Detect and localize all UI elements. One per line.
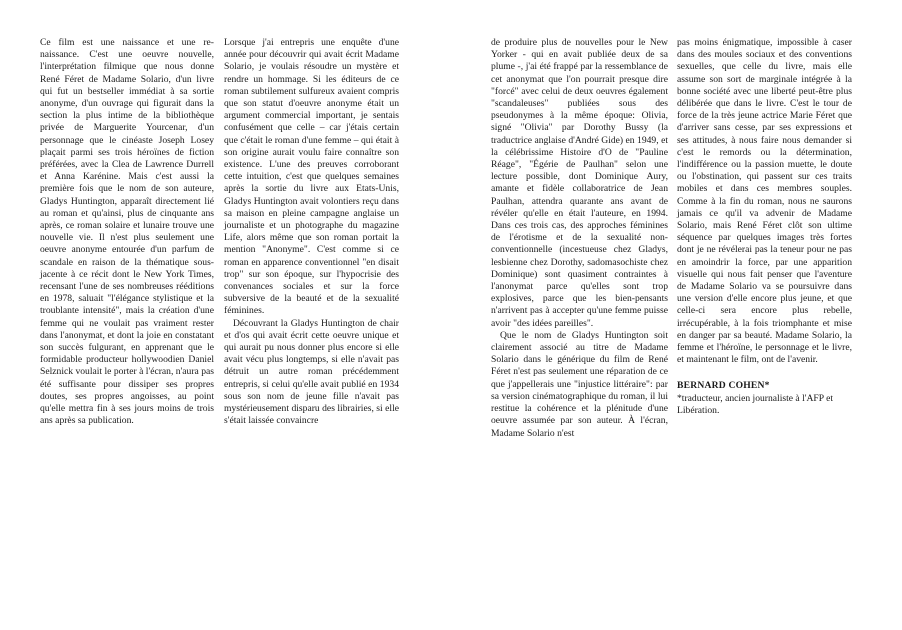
paragraph: Que le nom de Gladys Huntington soit clairement associé au titre de Madame Solario dans le générique du film de René Féret n'est pas seulement une réparation de ce que j'appellerais une "injustice littéraire": par sa version cinématographique du roman, il lui restitue la cohérence et la plénitude d'une oeuvre assumée par son auteur. À l'écran, Madame Solario n'est xyxy=(491,329,668,439)
author-bio: *traducteur, ancien journaliste à l'AFP et Libération. xyxy=(677,392,834,416)
paragraph: de produire plus de nouvelles pour le New Yorker - qui en avait publiée deux de sa plume -, j'ai été frappé par la ressemblance de cet anonymat que l'on pourrait presque dire "forcé" avec celui de deux oeuvres également "scandaleuses" publiées sous des pseudonymes à la même époque: Olivia, signé "Olivia" par Dorothy Bussy (la traductrice anglaise d'André Gide) en 1949, et la célébrissime Histoire d'O de "Pauline Réage", "Égérie de Paulhan" selon une lecture possible, dont Dominique Aury, amante et fidèle collaboratrice de Jean Paulhan, attendra quarante ans avant de révéler qu'elle en était l'auteure, en 1994. Dans ces trois cas, des approches féminines de l'érotisme et de la sexualité non-conventionnelle (incestueuse chez Gladys, lesbienne chez Dorothy, sadomasochiste chez Dominique) sont quasiment contraintes à l'anonymat parce qu'elles sont trop explosives, parce que les bien-pensants n'arrivent pas à accepter qu'une femme puisse avoir "des idées pareilles". xyxy=(491,37,668,329)
paragraph: Découvrant la Gladys Huntington de chair et d'os qui avait écrit cette oeuvre unique et qui aurait pu nous donner plus encore si elle avait vécu plus longtemps, si elle n'avait pas détruit un autre roman précédemment entrepris, si celui qu'elle avait publié en 1934 sous son nom de jeune fille n'avait pas mystérieusement disparu des librairies, si elle s'était laissée convaincre xyxy=(224,317,399,427)
paragraph: pas moins énigmatique, impossible à caser dans des moules sociaux et des conventions sexuelles, que celle du livre, mais elle assume son sort de marginale intégrée à la bonne société avec une liberté peut-être plus délibérée que dans le livre. C'est le tour de force de la très jeune actrice Marie Féret que d'arriver sans cesse, par ses expressions et ses attitudes, à nous faire nous demander si c'est le remords ou la détermination, l'indifférence ou la passion muette, le doute ou l'obstination, qui passent sur ces traits mobiles et dans ces membres souples. Comme à la fin du roman, nous ne saurons jamais ce qu'il va advenir de Madame Solario, mais René Féret clôt son ultime séquence par quelques images très fortes dont je ne révélerai pas la teneur pour ne pas en amoindrir la force, par une apparition visuelle qui nous fait penser que l'aventure de Madame Solario va se poursuivre dans une version d'elle encore plus jeune, et que celle-ci sera encore plus rebelle, irrécupérable, à la fois triomphante et mise en danger par sa beauté. Madame Solario, la femme et l'héroïne, le personnage et le livre, et maintenant le film, ont de l'avenir. xyxy=(677,37,852,366)
paragraph: Ce film est une naissance et une re-naissance. C'est une oeuvre nouvelle, l'interprétation filmique que nous donne René Féret de Madame Solario, d'un livre qui fut un bestseller immédiat à sa sortie anonyme, d'un ouvrage qui figurait dans la section la plus intime de la bibliothèque privée de Marguerite Yourcenar, d'un personnage que le cinéaste Joseph Losey plaçait parmi ses trois héroïnes de fiction préférées, avec la Clea de Lawrence Durrell et Anna Karénine. Mais c'est aussi la première fois que le nom de son auteure, Gladys Huntington, apparaît directement lié au roman et qu'ainsi, plus de cinquante ans après, ce roman solaire et lunaire trouve une nouvelle vie. Il n'est plus seulement une oeuvre anonyme entourée d'un parfum de scandale en raison de la thématique sous-jacente à ce récit dont le New York Times, recensant l'une de ses nombreuses rééditions en 1978, saluait "l'élégance stylistique et la troublante intensité", mais la création d'une femme qui ne voulait pas vraiment rester dans l'anonymat, et dont la joie en constatant son succès fulgurant, en apprenant que le formidable producteur hollywoodien Daniel Selznick voulait le porter à l'écran, n'aura pas été suffisante pour dissiper ses propres doutes, ses propres angoisses, au point qu'elle mettra fin à ses jours moins de trois ans après sa publication. xyxy=(40,37,214,427)
text-column-1 xyxy=(40,37,214,428)
text-column-2 xyxy=(224,37,399,428)
text-column-3 xyxy=(491,37,668,440)
author-name: BERNARD COHEN* xyxy=(677,380,770,392)
text-column-4 xyxy=(677,37,852,417)
paragraph: Lorsque j'ai entrepris une enquête d'une année pour découvrir qui avait écrit Madame Solario, je voulais résoudre un mystère et rendre un hommage. Si les éditeurs de ce roman subtilement sulfureux avaient compris que son statut d'oeuvre anonyme était un argument commercial important, je sentais confusément que celle – car j'étais certain que c'était le roman d'une femme – qui était à son origine aurait voulu faire connaître son existence. L'une des preuves corroborant cette intuition, c'est que quelques semaines après la sortie du livre aux Etats-Unis, Gladys Huntington avait volontiers reçu dans sa maison en pleine campagne anglaise un journaliste et un photographe du magazine Life, alors même que son roman portait la mention "Anonyme". C'est comme si ce roman en apparence conventionnel "en disait trop" sur son époque, sur l'hypocrisie des convenances sociales et sur la force subversive de la beauté et de la sexualité féminines. xyxy=(224,37,399,317)
